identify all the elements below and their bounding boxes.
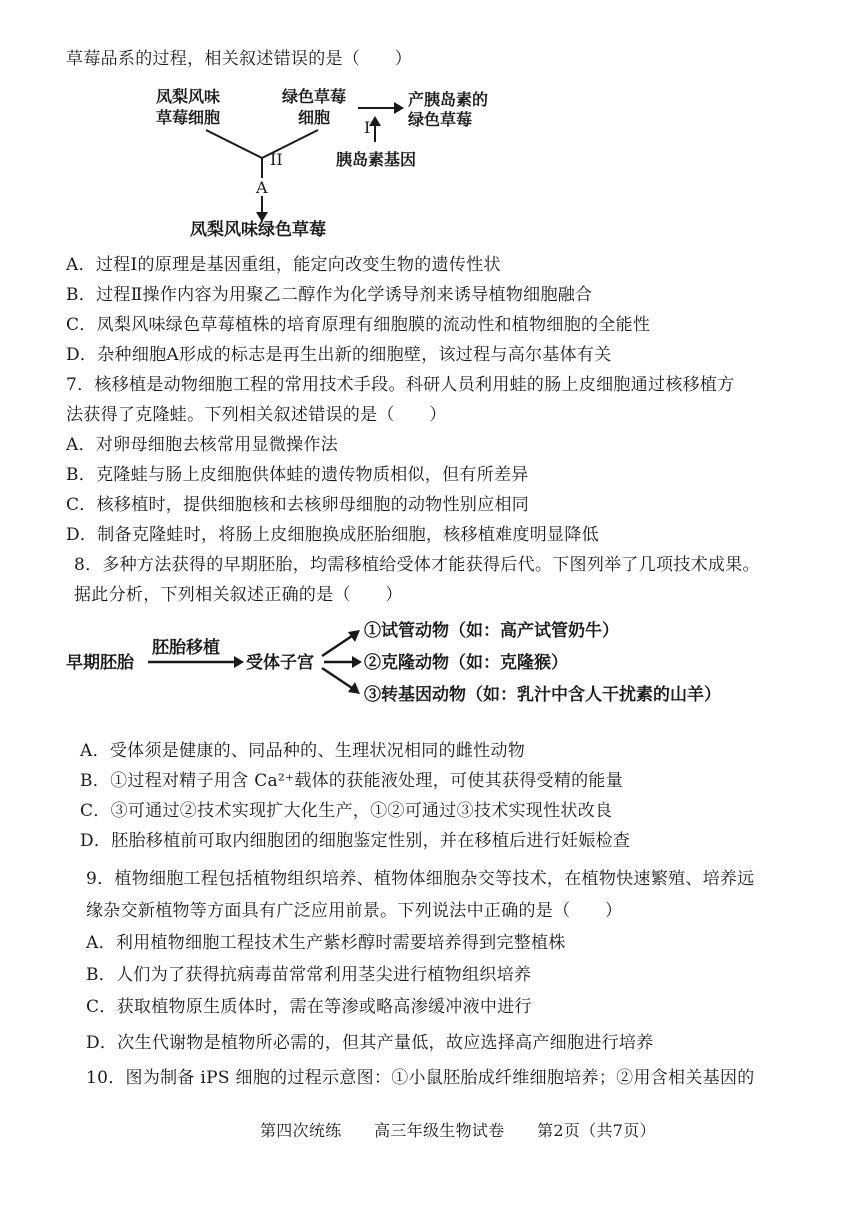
q9-option-d: D．次生代谢物是植物所必需的，但其产量低，故应选择高产细胞进行培养 xyxy=(86,1033,654,1053)
q7-option-b: B．克隆蛙与肠上皮细胞供体蛙的遗传物质相似，但有所差异 xyxy=(66,465,529,485)
q8-option-c: C．③可通过②技术实现扩大化生产，①②可通过③技术实现性状改良 xyxy=(80,801,613,821)
label-hybrid-cell-a: A xyxy=(256,178,268,197)
q9-stem-2: 缘杂交新植物等方面具有广泛应用前景。下列说法中正确的是（ ） xyxy=(86,901,623,921)
label-embryo-transfer: 胚胎移植 xyxy=(152,638,220,658)
node-insulin-gene: 胰岛素基因 xyxy=(336,150,417,169)
q9-option-b: B．人们为了获得抗病毒苗常常利用茎尖进行植物组织培养 xyxy=(86,965,532,985)
node-insulin-strawberry: 产胰岛素的 xyxy=(408,90,489,109)
q8-option-b: B．①过程对精子用含 Ca²⁺载体的获能液处理，可使其获得受精的能量 xyxy=(80,771,624,791)
q6-option-b: B．过程Ⅱ操作内容为用聚乙二醇作为化学诱导剂来诱导植物细胞融合 xyxy=(66,285,593,305)
q6-option-d: D．杂种细胞A形成的标志是再生出新的细胞壁，该过程与高尔基体有关 xyxy=(66,345,612,365)
transfer-arrow-head xyxy=(234,656,244,668)
node-pineapple-strawberry-cell: 凤梨风味 xyxy=(156,87,221,106)
q6-option-a: A．过程Ⅰ的原理是基因重组，能定向改变生物的遗传性状 xyxy=(66,255,501,275)
q9-option-c: C．获取植物原生质体时，需在等渗或略高渗缓冲液中进行 xyxy=(86,997,532,1017)
node-recipient-uterus: 受体子宫 xyxy=(246,653,314,673)
q8-option-a: A．受体须是健康的、同品种的、生理状况相同的雌性动物 xyxy=(80,741,526,761)
q8-stem-2: 据此分析，下列相关叙述正确的是（ ） xyxy=(74,585,403,605)
q9-stem: 9．植物细胞工程包括植物组织培养、植物体细胞杂交等技术，在植物快速繁殖、培养远 xyxy=(86,869,755,889)
branch-arrow-1 xyxy=(322,636,352,656)
q7-stem: 7．核移植是动物细胞工程的常用技术手段。科研人员利用蛙的肠上皮细胞通过核移植方 xyxy=(66,375,735,395)
q6-option-c: C．凤梨风味绿色草莓植株的培育原理有细胞膜的流动性和植物细胞的全能性 xyxy=(66,315,651,335)
node-early-embryo: 早期胚胎 xyxy=(66,653,134,673)
page-footer: 第四次统练 高三年级生物试卷 第2页（共7页） xyxy=(260,1121,656,1140)
node-pineapple-strawberry-cell-2: 草莓细胞 xyxy=(156,108,221,127)
label-step-2: II xyxy=(270,150,283,169)
q10-stem: 10．图为制备 iPS 细胞的过程示意图：①小鼠胚胎成纤维细胞培养；②用含相关基因的 xyxy=(86,1068,755,1088)
question-intro: 草莓品系的过程，相关叙述错误的是（ ） xyxy=(66,49,412,69)
branch-arrow-3 xyxy=(322,668,352,688)
q8-stem: 8．多种方法获得的早期胚胎，均需移植给受体才能获得后代。下图列举了几项技术成果。 xyxy=(74,555,760,575)
node-result-strawberry: 凤梨风味绿色草莓 xyxy=(190,220,326,240)
q7-stem-2: 法获得了克隆蛙。下列相关叙述错误的是（ ） xyxy=(66,405,447,425)
q7-option-a: A．对卵母细胞去核常用显微操作法 xyxy=(66,435,339,455)
q7-option-d: D．制备克隆蛙时，将肠上皮细胞换成胚胎细胞，核移植难度明显降低 xyxy=(66,525,599,545)
label-step-1: I xyxy=(364,118,371,137)
outcome-transgenic-animal: ③转基因动物（如：乳汁中含人干扰素的山羊） xyxy=(364,685,721,705)
q8-option-d: D．胚胎移植前可取内细胞团的细胞鉴定性别，并在移植后进行妊娠检查 xyxy=(80,831,631,851)
node-green-strawberry-cell: 绿色草莓 xyxy=(282,87,347,106)
q9-option-a: A．利用植物细胞工程技术生产紫杉醇时需要培养得到完整植株 xyxy=(86,933,566,953)
node-insulin-strawberry-2: 绿色草莓 xyxy=(408,110,473,129)
q7-option-c: C．核移植时，提供细胞核和去核卵母细胞的动物性别应相同 xyxy=(66,495,530,515)
outcome-cloned-animal: ②克隆动物（如：克隆猴） xyxy=(364,653,568,673)
node-green-strawberry-cell-2: 细胞 xyxy=(298,108,331,127)
branch-arrow-head-2 xyxy=(352,656,362,668)
outcome-test-tube-animal: ①试管动物（如：高产试管奶牛） xyxy=(364,621,619,641)
